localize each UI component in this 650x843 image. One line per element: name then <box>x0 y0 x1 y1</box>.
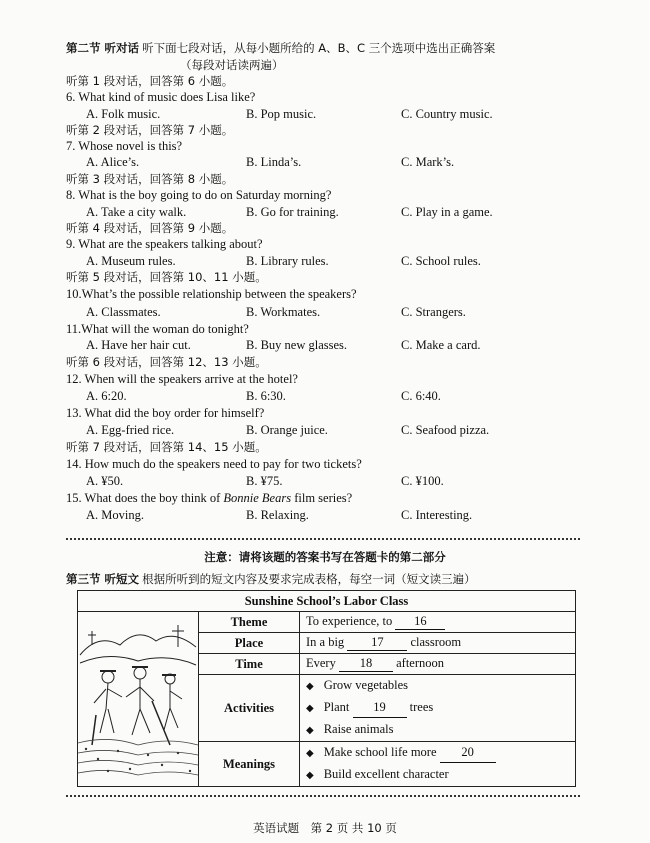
section3-instruction: 根据所听到的短文内容及要求完成表格，每空一词（短文读三遍） <box>142 572 476 586</box>
time-text-post: afternoon <box>396 656 445 670</box>
place-label: Place <box>199 633 300 654</box>
blank-19: 19 <box>353 697 407 718</box>
dialog-prompt-3: 听第 3 段对话，回答第 8 小题。 <box>66 172 234 186</box>
blank-20: 20 <box>440 742 496 763</box>
activity-text-3: Raise animals <box>323 722 394 736</box>
activities-cell <box>300 675 576 742</box>
option-11b: B. Buy new glasses. <box>246 338 348 352</box>
option-13b: B. Orange juice. <box>246 423 328 437</box>
option-6a: A. Folk music. <box>86 107 161 121</box>
dialog-prompt-5: 听第 5 段对话，回答第 10、11 小题。 <box>66 270 267 284</box>
option-14a: A. ¥50. <box>86 474 124 488</box>
option-8b: B. Go for training. <box>246 205 339 219</box>
activity-text-1: Grow vegetables <box>323 678 409 692</box>
theme-text: To experience, to <box>306 614 393 628</box>
option-7a: A. Alice’s. <box>86 155 140 169</box>
question-9: 9. What are the speakers talking about? <box>66 237 263 251</box>
page-footer: 英语试题 第 2 页 共 10 页 <box>253 821 397 835</box>
option-15c: C. Interesting. <box>401 508 473 522</box>
section2-instruction: 听下面七段对话，从每小题所给的 A、B、C 三个选项中选出正确答案 <box>142 41 496 55</box>
question-15-text-post: film series? <box>291 491 353 505</box>
option-9b: B. Library rules. <box>246 254 329 268</box>
option-13a: A. Egg-fried rice. <box>86 423 175 437</box>
bullet-icon: ◆ <box>306 725 314 736</box>
dialog-prompt-4: 听第 4 段对话，回答第 9 小题。 <box>66 221 234 235</box>
option-15a: A. Moving. <box>86 508 144 522</box>
blank-18: 18 <box>339 656 393 672</box>
labor-class-table <box>77 590 576 787</box>
section3-title: 第三节 听短文 <box>66 572 140 586</box>
question-15-film-title: Bonnie Bears <box>223 491 292 505</box>
farm-illustration <box>78 612 199 787</box>
activity-item-2 <box>306 697 569 719</box>
question-14: 14. How much do the speakers need to pay for two tickets? <box>66 457 362 471</box>
option-9a: A. Museum rules. <box>86 254 176 268</box>
farm-workers-picture <box>78 615 198 779</box>
option-7b: B. Linda’s. <box>246 155 302 169</box>
theme-label: Theme <box>199 612 300 633</box>
question-13: 13. What did the boy order for himself? <box>66 406 265 420</box>
theme-cell <box>300 612 576 633</box>
bullet-icon: ◆ <box>306 748 314 759</box>
dotted-divider-bottom <box>66 795 580 797</box>
time-text-pre: Every <box>306 656 336 670</box>
meaning-item-2 <box>306 764 569 786</box>
option-11c: C. Make a card. <box>401 338 481 352</box>
section2-heading <box>66 40 495 56</box>
time-label: Time <box>199 654 300 675</box>
option-12c: C. 6:40. <box>401 389 441 403</box>
question-11: 11.What will the woman do tonight? <box>66 322 249 336</box>
question-15-text-pre: 15. What does the boy think of <box>66 491 224 505</box>
dialog-prompt-6: 听第 6 段对话，回答第 12、13 小题。 <box>66 355 267 369</box>
activity-text-2-pre: Plant <box>323 700 350 714</box>
option-11a: A. Have her hair cut. <box>86 338 191 352</box>
dotted-divider-top <box>66 538 580 540</box>
time-cell <box>300 654 576 675</box>
place-text-pre: In a big <box>306 635 345 649</box>
option-6c: C. Country music. <box>401 107 493 121</box>
table-title: Sunshine School’s Labor Class <box>78 591 576 612</box>
option-13c: C. Seafood pizza. <box>401 423 490 437</box>
activity-item-3 <box>306 719 569 741</box>
option-10b: B. Workmates. <box>246 305 321 319</box>
question-7: 7. Whose novel is this? <box>66 139 183 153</box>
option-9c: C. School rules. <box>401 254 481 268</box>
meanings-cell <box>300 742 576 787</box>
bullet-icon: ◆ <box>306 703 314 714</box>
question-15 <box>66 490 352 506</box>
activity-text-2-post: trees <box>409 700 434 714</box>
blank-17: 17 <box>347 635 407 651</box>
option-12a: A. 6:20. <box>86 389 127 403</box>
activities-label: Activities <box>199 675 300 742</box>
place-text-post: classroom <box>410 635 462 649</box>
meaning-item-1 <box>306 742 569 764</box>
option-6b: B. Pop music. <box>246 107 317 121</box>
option-14c: C. ¥100. <box>401 474 444 488</box>
meanings-label: Meanings <box>199 742 300 787</box>
bullet-icon: ◆ <box>306 681 314 692</box>
meaning-text-1: Make school life more <box>323 745 437 759</box>
question-10: 10.What’s the possible relationship between the speakers? <box>66 287 357 301</box>
dialog-prompt-2: 听第 2 段对话，回答第 7 小题。 <box>66 123 234 137</box>
meaning-text-2: Build excellent character <box>323 767 449 781</box>
place-cell <box>300 633 576 654</box>
dialog-prompt-1: 听第 1 段对话，回答第 6 小题。 <box>66 74 234 88</box>
option-15b: B. Relaxing. <box>246 508 309 522</box>
bullet-icon: ◆ <box>306 770 314 781</box>
option-12b: B. 6:30. <box>246 389 286 403</box>
option-10c: C. Strangers. <box>401 305 466 319</box>
option-7c: C. Mark’s. <box>401 155 455 169</box>
question-6: 6. What kind of music does Lisa like? <box>66 90 256 104</box>
option-8a: A. Take a city walk. <box>86 205 187 219</box>
question-8: 8. What is the boy going to do on Saturday morning? <box>66 188 332 202</box>
option-10a: A. Classmates. <box>86 305 161 319</box>
option-8c: C. Play in a game. <box>401 205 493 219</box>
section2-title: 第二节 听对话 <box>66 41 140 55</box>
answer-sheet-notice: 注意：请将该题的答案书写在答题卡的第二部分 <box>204 550 446 564</box>
option-14b: B. ¥75. <box>246 474 283 488</box>
dialog-prompt-7: 听第 7 段对话，回答第 14、15 小题。 <box>66 440 267 454</box>
blank-16: 16 <box>395 614 445 630</box>
activity-item-1 <box>306 675 569 697</box>
section2-note: （每段对话读两遍） <box>180 58 284 72</box>
section3-heading <box>66 571 476 587</box>
question-12: 12. When will the speakers arrive at the hotel? <box>66 372 298 386</box>
